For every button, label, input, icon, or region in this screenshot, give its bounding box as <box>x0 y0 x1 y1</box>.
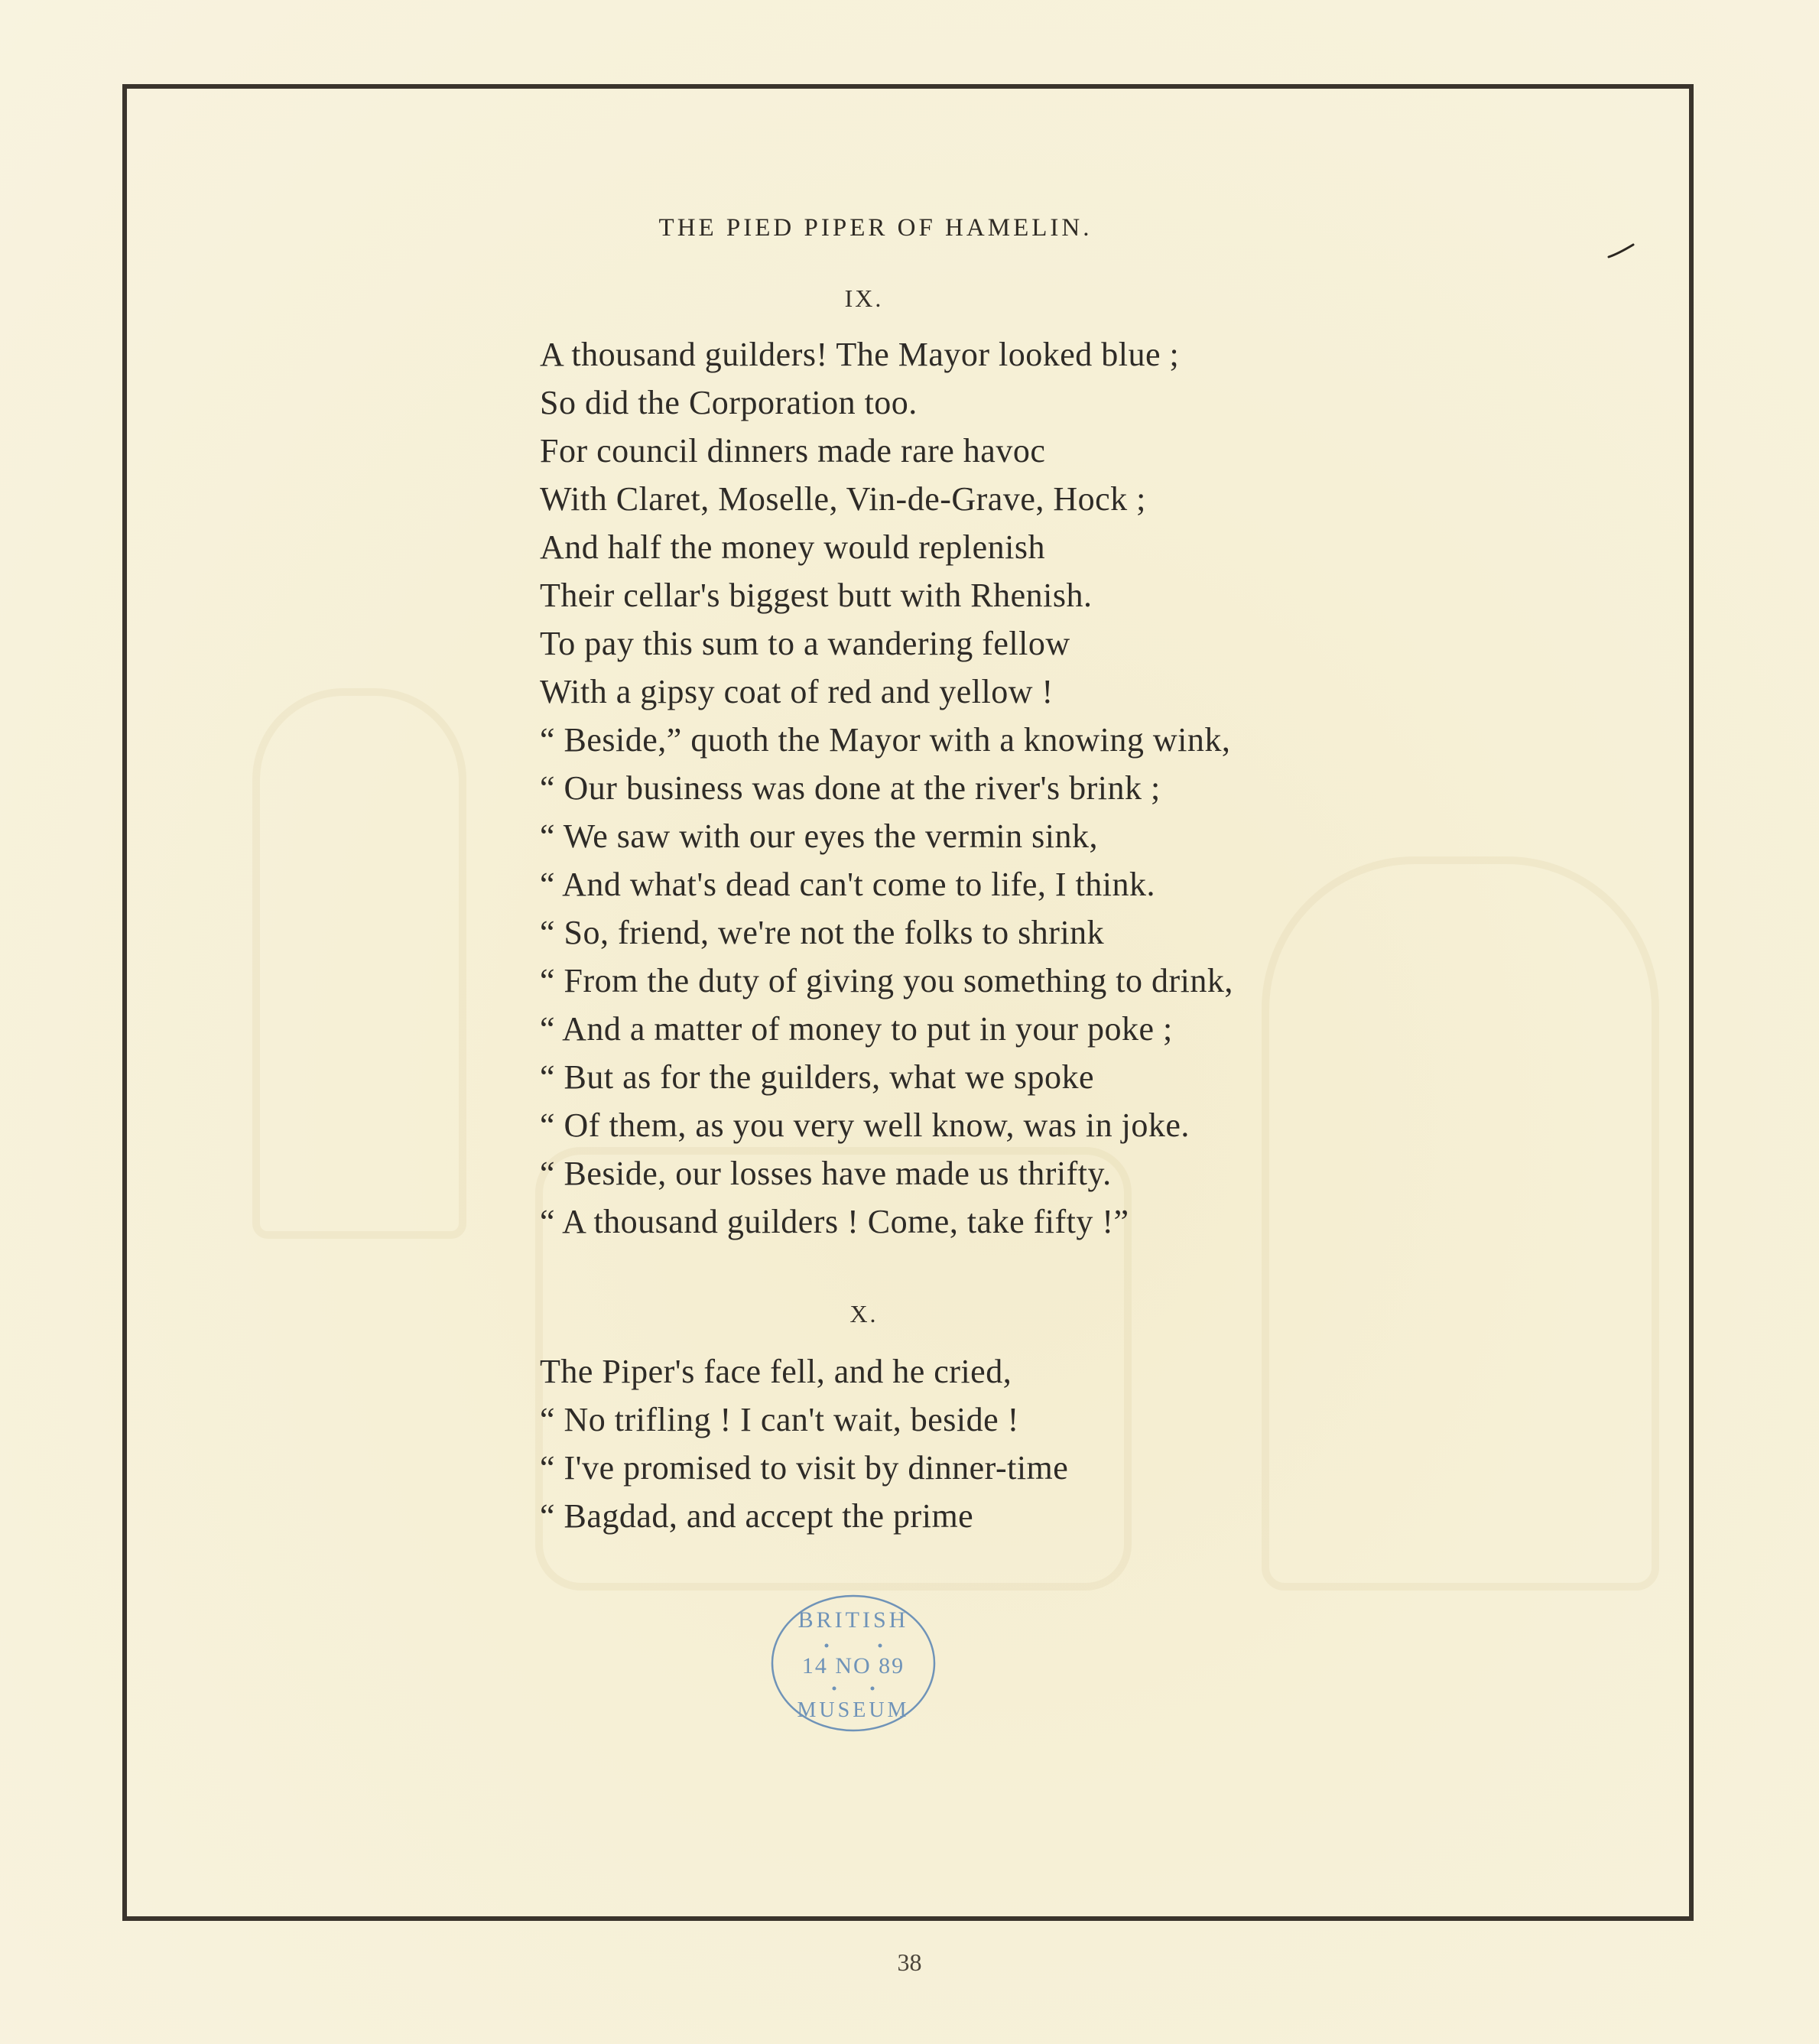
verse-line: “ No trifling ! I can't wait, beside ! <box>540 1401 1019 1438</box>
verse-line: Their cellar's biggest butt with Rhenish. <box>540 577 1093 614</box>
stamp-date: 14 NO 89 <box>801 1653 905 1678</box>
stanza-x <box>540 1347 1068 1540</box>
pencil-tick-mark <box>1607 243 1635 258</box>
stanza-ix <box>540 330 1233 1246</box>
verse-line: With a gipsy coat of red and yellow ! <box>540 673 1054 710</box>
verse-line: “ Of them, as you very well know, was in joke. <box>540 1106 1190 1144</box>
stanza-number: X. <box>849 1300 879 1327</box>
verse-line: “ A thousand guilders ! Come, take fifty !” <box>540 1203 1129 1240</box>
verse-line: “ And a matter of money to put in your poke ; <box>540 1010 1173 1048</box>
verse-line: “ Beside,” quoth the Mayor with a knowing wink, <box>540 721 1231 759</box>
verse-line: “ Our business was done at the river's brink ; <box>540 769 1161 807</box>
verse-line: A thousand guilders! The Mayor looked blue ; <box>540 336 1180 373</box>
page-number: 38 <box>897 1948 922 1976</box>
verse-line: The Piper's face fell, and he cried, <box>540 1353 1012 1390</box>
verse-line: For council dinners made rare havoc <box>540 432 1046 470</box>
verse-line: And half the money would replenish <box>540 528 1045 566</box>
verse-line: “ So, friend, we're not the folks to shrink <box>540 914 1105 951</box>
verse-line: “ We saw with our eyes the vermin sink, <box>540 817 1098 855</box>
running-head: THE PIED PIPER OF HAMELIN. <box>658 214 1093 242</box>
verse-line: “ From the duty of giving you something to drink, <box>540 962 1233 999</box>
verse-line: “ I've promised to visit by dinner-time <box>540 1449 1069 1487</box>
verse-line: “ Beside, our losses have made us thrifty. <box>540 1155 1112 1192</box>
verse-line: To pay this sum to a wandering fellow <box>540 625 1070 662</box>
verse-line: “ And what's dead can't come to life, I think. <box>540 866 1155 903</box>
verse-line: “ Bagdad, and accept the prime <box>540 1497 974 1535</box>
stamp-top-text: BRITISH <box>797 1607 909 1633</box>
stanza-number: IX. <box>844 284 884 312</box>
verse-line: So did the Corporation too. <box>540 384 918 421</box>
verse-line: With Claret, Moselle, Vin-de-Grave, Hock ; <box>540 480 1146 518</box>
verse-line: “ But as for the guilders, what we spoke <box>540 1058 1095 1096</box>
british-museum-stamp <box>767 1591 940 1736</box>
stamp-bottom-text: MUSEUM <box>797 1698 910 1722</box>
